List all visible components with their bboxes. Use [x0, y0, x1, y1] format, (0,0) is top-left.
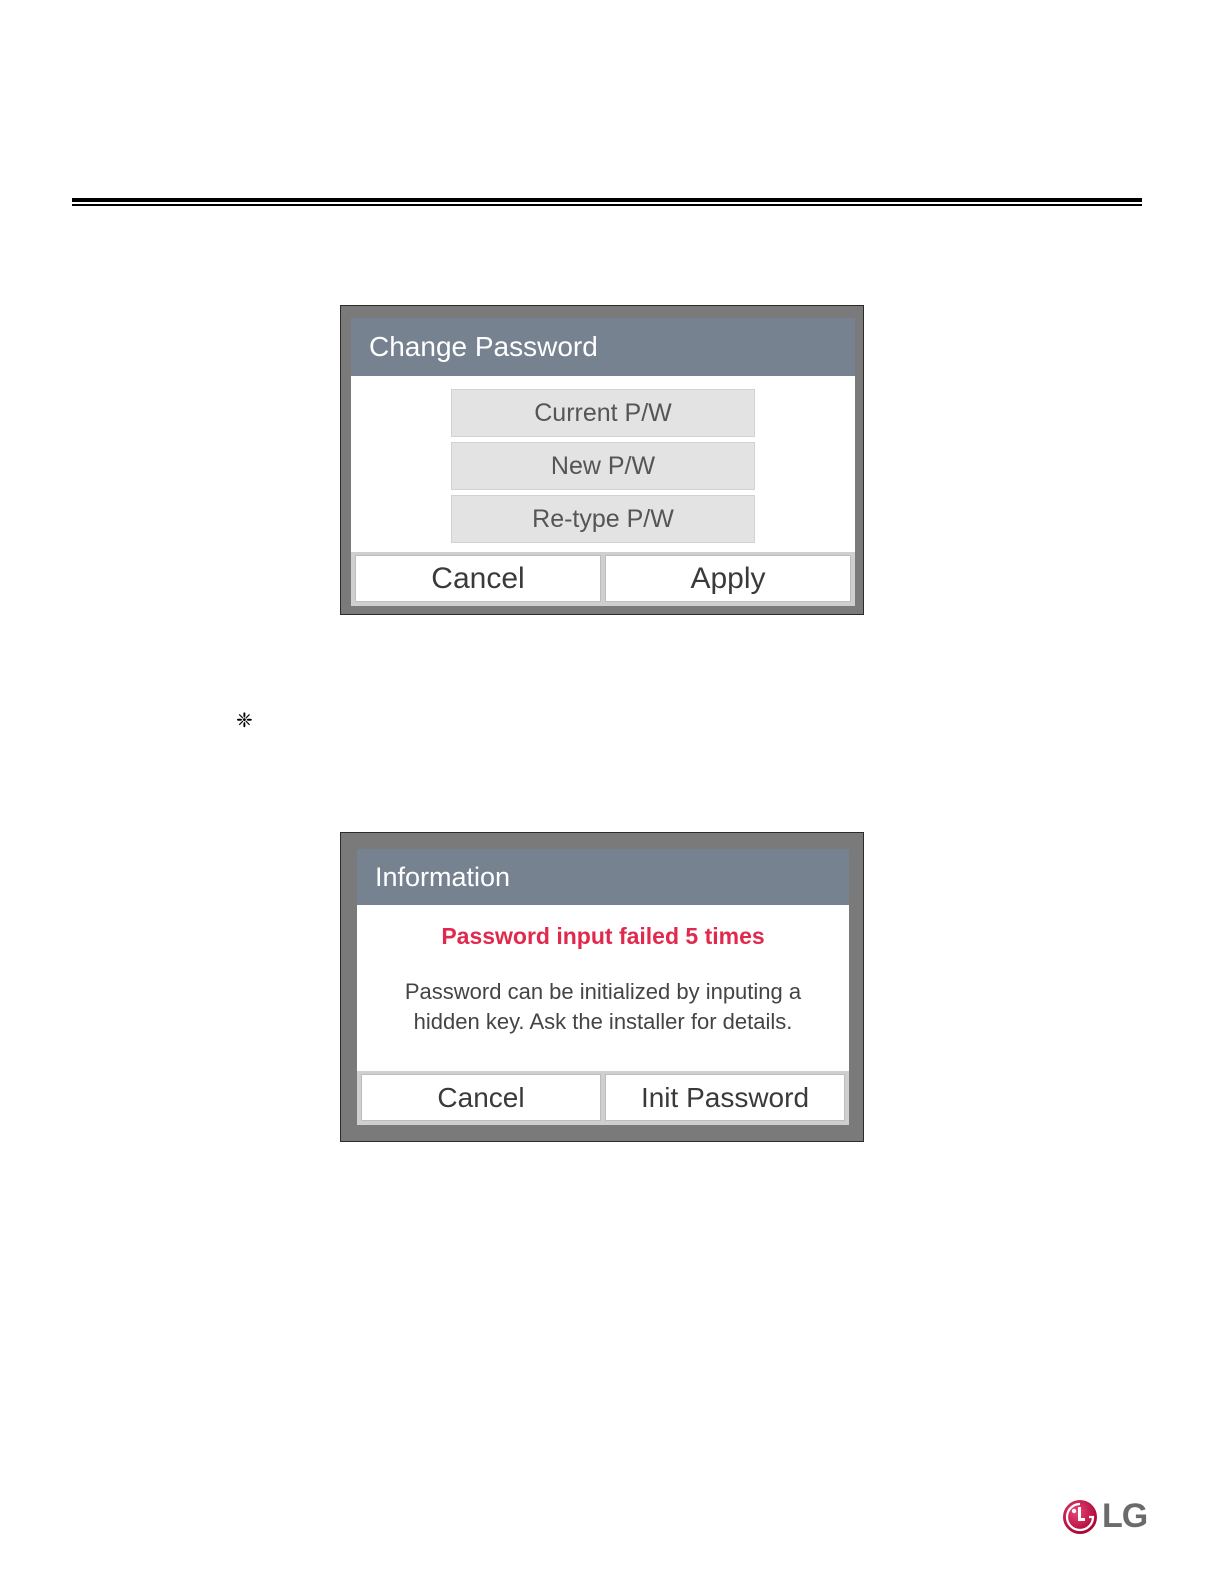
new-password-field[interactable]: New P/W [451, 442, 755, 490]
change-password-screenshot [340, 305, 864, 615]
dialog-title: Change Password [351, 318, 855, 376]
current-password-field[interactable]: Current P/W [451, 389, 755, 437]
info-message-line: Password can be initialized by inputing a [404, 979, 802, 1004]
information-screenshot [340, 832, 864, 1142]
change-password-dialog [351, 318, 855, 606]
cancel-button[interactable]: Cancel [355, 555, 601, 602]
password-fields [451, 389, 755, 548]
lg-face-icon [1062, 1499, 1098, 1535]
cancel-button[interactable]: Cancel [361, 1074, 601, 1121]
info-message-line: hidden key. Ask the installer for details. [413, 1009, 793, 1034]
note-symbol: ❈ [236, 708, 253, 732]
dialog-button-bar [357, 1071, 849, 1125]
init-password-button[interactable]: Init Password [605, 1074, 845, 1121]
dialog-title: Information [357, 849, 849, 905]
apply-button[interactable]: Apply [605, 555, 851, 602]
header-double-rule [72, 198, 1142, 207]
information-dialog [357, 849, 849, 1125]
retype-password-field[interactable]: Re-type P/W [451, 495, 755, 543]
dialog-button-bar [351, 552, 855, 606]
lg-logo [1062, 1497, 1147, 1536]
lg-wordmark: LG [1102, 1497, 1148, 1535]
info-message [377, 977, 829, 1037]
alert-message: Password input failed 5 times [441, 923, 765, 949]
header-rule-thin [72, 204, 1142, 206]
header-rule-thick [72, 198, 1142, 202]
